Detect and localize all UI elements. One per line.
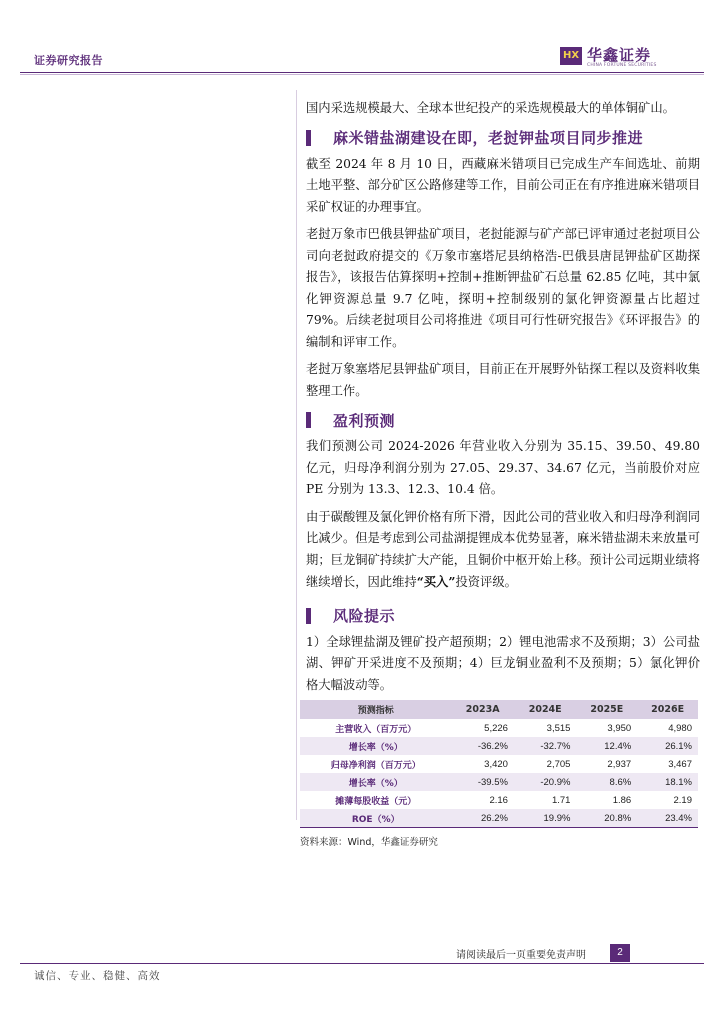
column-divider	[296, 90, 297, 820]
logo-mark-icon: HX	[560, 47, 582, 65]
paragraph-forecast-numbers: 我们预测公司 2024-2026 年营业收入分别为 35.15、39.50、49.80 亿元，归母净利润分别为 27.05、29.37、34.67 亿元，当前股价对应 PE 分别为 13.3、12.3、10.4 倍。	[306, 439, 700, 496]
table-cell: -36.2%	[451, 737, 514, 755]
column-header: 2026E	[637, 700, 698, 719]
table-cell: 3,950	[607, 722, 632, 734]
main-content	[306, 98, 700, 702]
table-row	[300, 737, 698, 755]
report-type-label: 证券研究报告	[34, 54, 103, 67]
table-cell: -39.5%	[451, 773, 514, 791]
column-header: 预测指标	[300, 700, 451, 719]
table-header-row	[300, 700, 698, 719]
row-label: 归母净利润（百万元）	[330, 760, 421, 771]
row-label: 增长率（%）	[300, 773, 451, 791]
section-title: 风险提示	[333, 607, 396, 625]
section-heading-risk	[306, 604, 700, 628]
table-cell: 3,515	[546, 722, 571, 734]
table-cell: 19.9%	[514, 809, 577, 828]
table-cell: 18.1%	[637, 773, 698, 791]
table-cell: 12.4%	[576, 737, 637, 755]
header-divider	[20, 72, 704, 73]
table-cell: 1.71	[551, 794, 571, 806]
table-cell: 26.1%	[637, 737, 698, 755]
section-heading-forecast	[306, 408, 700, 432]
paragraph-forecast-rationale	[306, 507, 700, 594]
paragraph-mamicuo-progress: 截至 2024 年 8 月 10 日，西藏麻米错项目已完成生产车间选址、前期土地平整、部分矿区公路修建等工作，目前公司正在有序推进麻米错项目采矿权证的办理事宜。	[306, 156, 700, 214]
table-cell: 5,226	[484, 722, 508, 734]
section-marker	[306, 608, 311, 624]
table-cell: 26.2%	[451, 809, 514, 828]
rating-label: “买入”	[416, 574, 456, 589]
row-label: 主营收入（百万元）	[335, 724, 417, 735]
table-cell: 20.8%	[576, 809, 637, 828]
row-label: ROE（%）	[300, 809, 451, 828]
table-cell: -32.7%	[514, 737, 577, 755]
rationale-text: 由于碳酸锂及氯化钾价格有所下滑，因此公司的营业收入和归母净利润同比减少。但是考虑到公司盐湖提锂成本优势显著，麻米错盐湖未来放量可期；巨龙铜矿持续扩大产能，且铜价中枢开始上移。预计公司远期业绩将继续增长，因此维持	[306, 509, 700, 589]
table-row	[300, 719, 698, 737]
column-header: 2024E	[514, 700, 577, 719]
paragraph-laos-setthathirath: 老挝万象塞塔尼县钾盐矿项目，目前正在开展野外钻探工程以及资料收集整理工作。	[306, 362, 700, 398]
table-cell: 2.16	[489, 794, 508, 806]
forecast-table	[300, 700, 698, 828]
section-marker	[306, 130, 311, 146]
table-cell: 2,705	[546, 758, 571, 770]
table-cell: 3,467	[668, 758, 692, 770]
table-row	[300, 791, 698, 809]
footer-divider	[20, 963, 704, 964]
column-header: 2023A	[451, 700, 514, 719]
table-row	[300, 809, 698, 828]
section-title: 麻米错盐湖建设在即，老挝钾盐项目同步推进	[333, 129, 644, 147]
table-cell: 4,980	[668, 722, 692, 734]
section-title: 盈利预测	[333, 411, 396, 430]
table-cell: 2.19	[673, 794, 692, 806]
intro-paragraph: 国内采选规模最大、全球本世纪投产的采选规模最大的单体铜矿山。	[306, 101, 675, 115]
row-label: 摊薄每股收益（元）	[335, 796, 417, 807]
logo-english-name: CHINA FORTUNE SECURITIES	[587, 63, 657, 68]
table-row	[300, 755, 698, 773]
footer-motto: 诚信、专业、稳健、高效	[34, 970, 161, 982]
table-cell: 2,937	[607, 758, 632, 770]
section-heading-mamicuo	[306, 126, 700, 150]
logo-chinese-name: 华鑫证券	[587, 46, 652, 64]
column-header: 2025E	[576, 700, 637, 719]
table-cell: 8.6%	[576, 773, 637, 791]
paragraph-risks: 1）全球锂盐湖及锂矿投产超预期；2）锂电池需求不及预期；3）公司盐湖、钾矿开采进度不及预期；4）巨龙铜业盈利不及预期；5）氯化钾价格大幅波动等。	[306, 634, 700, 692]
table-cell: 1.86	[612, 794, 632, 806]
row-label: 增长率（%）	[300, 737, 451, 755]
table-cell: -20.9%	[514, 773, 577, 791]
paragraph-laos-potash: 老挝万象市巴俄县钾盐矿项目，老挝能源与矿产部已评审通过老挝项目公司向老挝政府提交的《万象市塞塔尼县纳格浩-巴俄县唐昆钾盐矿区勘探报告》，该报告估算探明+控制+推断钾盐矿石总量 62.85 亿吨，其中氯化钾资源总量 9.7 亿吨，探明+控制级别的氯化钾资源量占比超过 79%。后续老挝项目公司将推进《项目可行性研究报告》《环评报告》的编制和评审工作。	[306, 227, 700, 349]
rationale-text-end: 投资评级。	[455, 575, 517, 589]
section-marker	[306, 412, 311, 428]
table-cell: 23.4%	[637, 809, 698, 828]
page-number: 2	[610, 944, 630, 962]
disclaimer-link: 请阅读最后一页重要免责声明	[456, 950, 586, 961]
table-cell: 3,420	[484, 758, 508, 770]
table-source-note: 资料来源：Wind，华鑫证券研究	[300, 837, 438, 848]
table-row	[300, 773, 698, 791]
header-divider-secondary	[20, 74, 704, 75]
brand-logo	[560, 44, 680, 72]
